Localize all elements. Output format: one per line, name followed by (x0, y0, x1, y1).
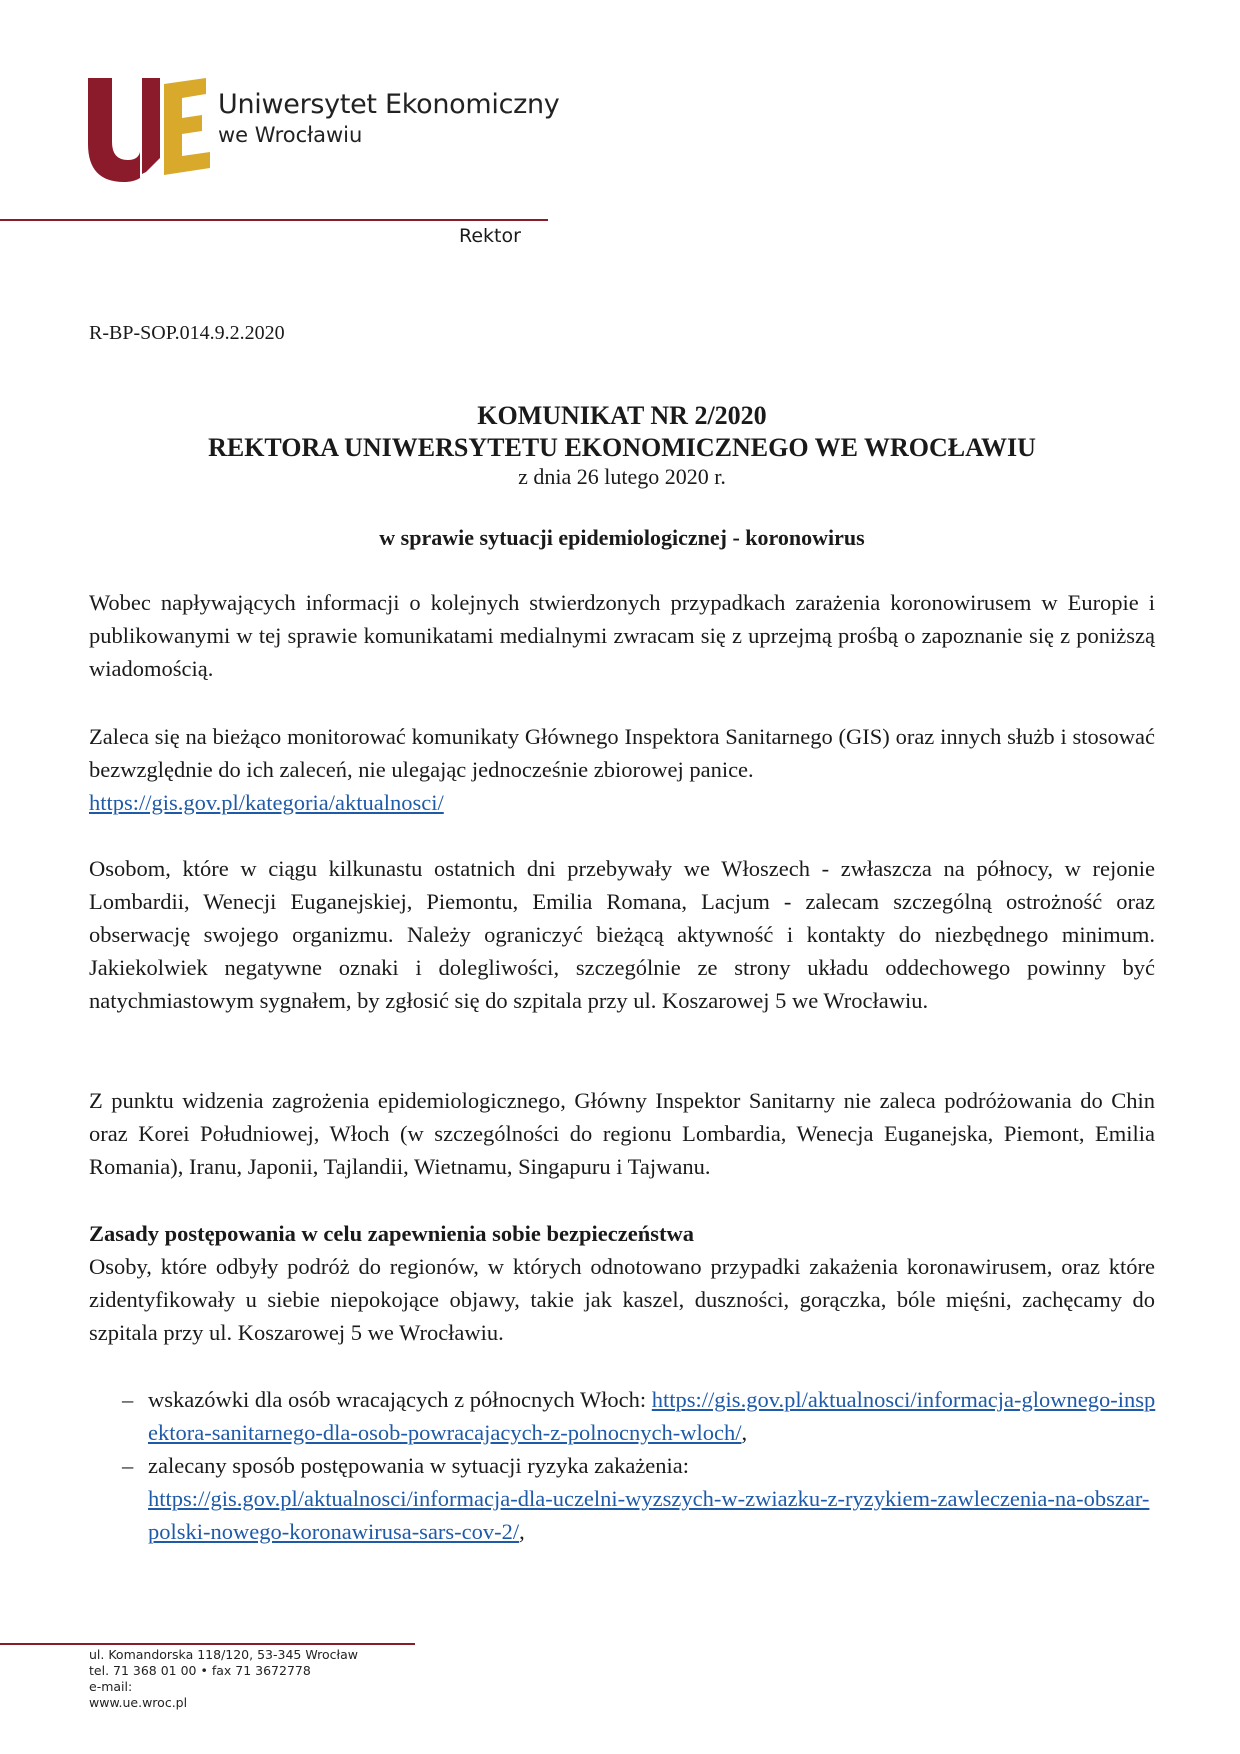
paragraph-gis-text: Zaleca się na bieżąco monitorować komunikaty Głównego Inspektora Sanitarnego (GIS) oraz innych służb i stosować bezwzględnie do ich zaleceń, nie ulegając jednocześnie zbiorowej panice. (89, 724, 1155, 782)
list-item-text: zalecany sposób postępowania w sytuacji ryzyka zakażenia: (148, 1453, 690, 1478)
universities-risk-link[interactable]: https://gis.gov.pl/aktualnosci/informacja-dla-uczelni-wyzszych-w-zwiazku-z-ryzykiem-zawleczenia-na-obszar-polski-nowego-koronawirusa-sars-cov-2/ (148, 1486, 1150, 1544)
heading-line-2: REKTORA UNIWERSYTETU EKONOMICZNEGO WE WROCŁAWIU (208, 433, 1036, 462)
university-logo (88, 78, 218, 182)
university-name-block (218, 88, 559, 148)
university-name: Uniwersytet Ekonomiczny (218, 89, 560, 120)
logo-letter-u-right (142, 78, 160, 174)
logo-letter-e (164, 78, 210, 175)
links-list (122, 1383, 1158, 1548)
list-item (122, 1383, 1158, 1449)
list-item-suffix: , (741, 1420, 748, 1445)
paragraph-gis (89, 720, 1155, 819)
list-dash: – (122, 1453, 134, 1478)
list-item-text: wskazówki dla osób wracających z północnych Włoch: (148, 1387, 652, 1412)
reference-number: R-BP-SOP.014.9.2.2020 (89, 322, 285, 344)
logo-letter-u (88, 78, 140, 182)
rector-label: Rektor (459, 225, 521, 247)
gis-news-link[interactable]: https://gis.gov.pl/kategoria/aktualnosci/ (89, 790, 444, 815)
heading-line-1: KOMUNIKAT NR 2/2020 (477, 401, 767, 430)
footer-address: ul. Komandorska 118/120, 53-345 Wrocław (89, 1647, 358, 1662)
document-heading (89, 400, 1155, 490)
paragraph-italy: Osobom, które w ciągu kilkunastu ostatnich dni przebywały we Włoszech - zwłaszcza na północy, w rejonie Lombardii, Wenecji Euganejskiej, Piemontu, Emilia Romana, Lacjum - zalecam szczególną ostrożność oraz obserwację swojego organizmu. Należy ograniczyć bieżącą aktywność i kontakty do niezbędnego minimum. Jakiekolwiek negatywne oznaki i dolegliwości, szczególnie ze strony układu oddechowego powinny być natychmiastowym sygnałem, by zgłosić się do szpitala przy ul. Koszarowej 5 we Wrocławiu. (89, 856, 1155, 1013)
list-dash: – (122, 1387, 134, 1412)
list-item-suffix: , (519, 1519, 525, 1544)
section-heading: Zasady postępowania w celu zapewnienia sobie bezpieczeństwa (89, 1221, 695, 1246)
footer (89, 1647, 358, 1711)
list-item (122, 1449, 1158, 1548)
paragraph-safety-text: Osoby, które odbyły podróż do regionów, w których odnotowano przypadki zakażenia koronawirusem, oraz które zidentyfikowały u siebie niepokojące objawy, takie jak kaszel, duszności, gorączka, bóle mięśni, zachęcamy do szpitala przy ul. Koszarowej 5 we Wrocławiu. (89, 1254, 1155, 1345)
footer-divider (0, 1643, 415, 1645)
footer-phone: tel. 71 368 01 00 • fax 71 3672778 (89, 1663, 311, 1678)
heading-date: z dnia 26 lutego 2020 r. (518, 464, 726, 489)
paragraph-travel: Z punktu widzenia zagrożenia epidemiologicznego, Główny Inspektor Sanitarny nie zaleca podróżowania do Chin oraz Korei Południowej, Włoch (w szczególności do regionu Lombardia, Wenecja Euganejska, Piemont, Emilia Romania), Iranu, Japonii, Tajlandii, Wietnamu, Singapuru i Tajwanu. (89, 1088, 1155, 1179)
footer-email: e-mail: (89, 1679, 133, 1694)
university-city: we Wrocławiu (218, 123, 363, 147)
paragraph-safety (89, 1217, 1155, 1349)
paragraph-intro: Wobec napływających informacji o kolejnych stwierdzonych przypadkach zarażenia koronowirusem w Europie i publikowanymi w tej sprawie komunikatami medialnymi zwracam się z uprzejmą prośbą o zapoznanie się z poniższą wiadomością. (89, 590, 1155, 681)
document-subject: w sprawie sytuacji epidemiologicznej - koronowirus (379, 525, 865, 550)
header-divider (0, 219, 548, 221)
italy-returnees-link[interactable]: https://gis.gov.pl/aktualnosci/informacja-glownego-inspektora-sanitarnego-dla-osob-powracajacych-z-polnocnych-wloch/ (148, 1387, 1156, 1445)
footer-website[interactable]: www.ue.wroc.pl (89, 1695, 188, 1710)
